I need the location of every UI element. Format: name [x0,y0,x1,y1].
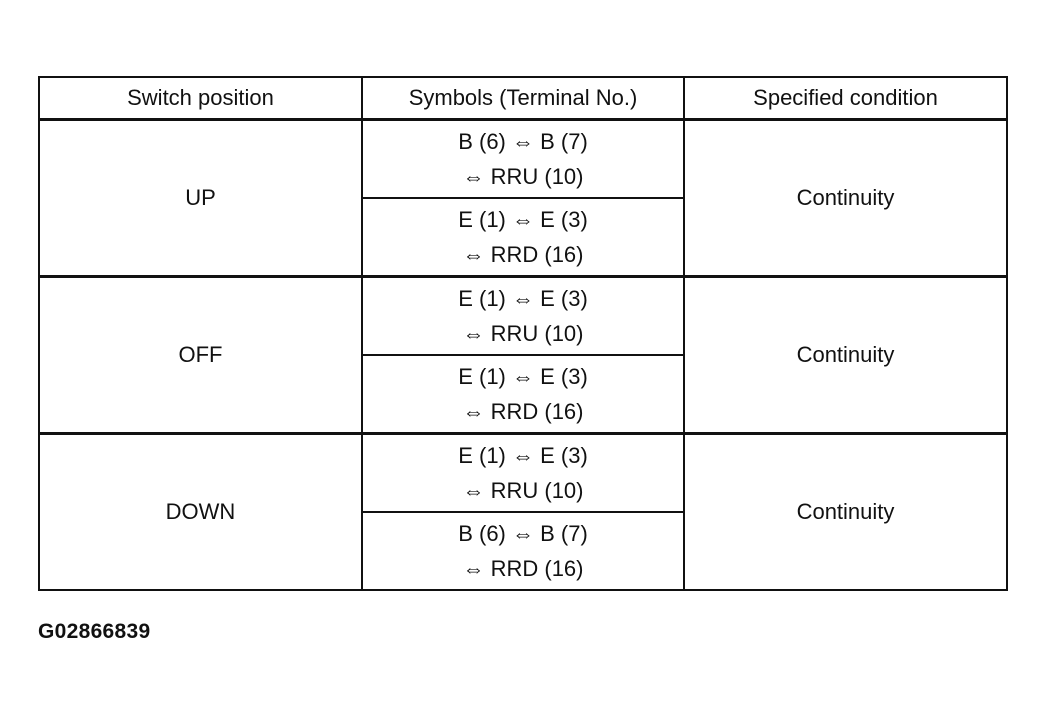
header-switch-position: Switch position [39,77,362,120]
symbol-line: ⇔ RRU (10) [462,164,584,189]
symbol-line: E (1) ⇔ E (3) [458,286,588,311]
switch-position-cell: UP [39,120,362,277]
symbol-line: ⇔ RRU (10) [462,478,584,503]
table-row [39,277,1007,356]
condition-cell: Continuity [684,434,1007,591]
header-specified-condition: Specified condition [684,77,1007,120]
header-row [39,77,1007,120]
symbol-line: E (1) ⇔ E (3) [458,364,588,389]
symbol-line: ⇔ RRU (10) [462,321,584,346]
symbol-line: B (6) ⇔ B (7) [458,129,588,154]
switch-continuity-table [38,76,1008,591]
switch-position-cell: DOWN [39,434,362,591]
symbol-line: ⇔ RRD (16) [462,556,584,581]
condition-cell: Continuity [684,277,1007,434]
symbol-line: E (1) ⇔ E (3) [458,207,588,232]
table-row [39,434,1007,513]
symbol-line: ⇔ RRD (16) [462,399,584,424]
symbols-cell [362,355,684,434]
symbol-line: E (1) ⇔ E (3) [458,443,588,468]
symbols-cell [362,512,684,590]
figure-id: G02866839 [38,620,151,643]
switch-position-cell: OFF [39,277,362,434]
symbol-line: ⇔ RRD (16) [462,242,584,267]
condition-cell: Continuity [684,120,1007,277]
symbols-cell [362,434,684,513]
symbols-cell [362,120,684,199]
symbols-cell [362,277,684,356]
symbols-cell [362,198,684,277]
symbol-line: B (6) ⇔ B (7) [458,521,588,546]
table-row [39,120,1007,199]
header-symbols: Symbols (Terminal No.) [362,77,684,120]
